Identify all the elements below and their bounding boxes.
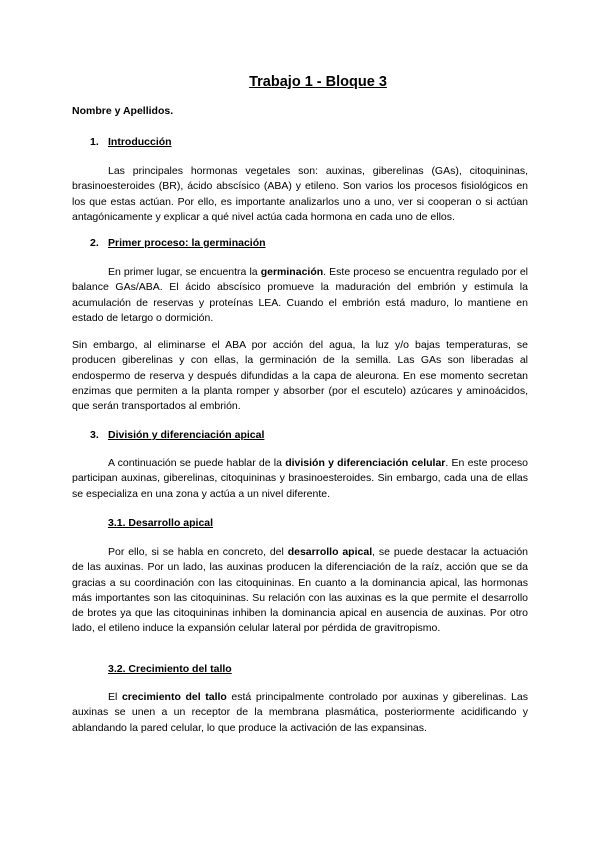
- paragraph-introduccion: Las principales hormonas vegetales son: auxinas, giberelinas (GAs), citoquininas, brasinoesteroides (BR), ácido abscísico (ABA) y etileno. Son varios los procesos fisiológicos en los que estas actúan. Por ello, es importante analizarlos uno a uno, ver si cooperan o si actúan antagónicamente y explicar a qué nivel actúa cada hormona en cada uno de ellos.: [72, 165, 528, 223]
- key-term: desarrollo apical: [287, 546, 373, 558]
- section-title: Introducción: [108, 136, 172, 148]
- key-term: crecimiento del tallo: [121, 691, 227, 703]
- subsection-heading-desarrollo-apical: 3.1. Desarrollo apical: [108, 517, 214, 529]
- key-term: germinación: [260, 266, 324, 278]
- paragraph-germinacion-1: En primer lugar, se encuentra la germinación. Este proceso se encuentra regulado por el balance GAs/ABA. El ácido abscísico promueve la maduración del embrión y estimula la acumulación de reservas y proteínas LEA. Cuando el embrión está maduro, lo mantiene en estado de letargo o dormición.: [72, 266, 528, 324]
- document-title: Trabajo 1 - Bloque 3: [249, 74, 387, 90]
- author-line: Nombre y Apellidos.: [72, 105, 174, 117]
- section-heading-division: [90, 429, 264, 441]
- paragraph-germinacion-2: Sin embargo, al eliminarse el ABA por acción del agua, la luz y/o bajas temperaturas, se producen giberelinas y con ellas, la germinación de la semilla. Las GAs son liberadas al endospermo de reserva y después difundidas a la capa de aleurona. En ese momento secretan enzimas que permiten a la planta romper y absorber (por el escutelo) azúcares y aminoácidos, que serán transportados al embrión.: [72, 339, 528, 413]
- section-title: División y diferenciación apical: [108, 429, 265, 441]
- section-number: 2.: [90, 237, 99, 249]
- section-number: 3.: [90, 429, 99, 441]
- section-heading-germinacion: [90, 237, 266, 249]
- paragraph-division: A continuación se puede hablar de la división y diferenciación celular. En este proceso participan auxinas, giberelinas, citoquininas y brasinoesteroides. Sin embargo, cada una de ellas se especializa en una zona y actúa a un nivel diferente.: [72, 457, 529, 500]
- paragraph-crecimiento-tallo: El crecimiento del tallo está principalmente controlado por auxinas y giberelinas. Las auxinas se unen a un receptor de la membrana plasmática, posteriormente acidificando y ablandando la pared celular, lo que produce la activación de las expansinas.: [72, 691, 528, 734]
- section-number: 1.: [90, 136, 99, 148]
- section-heading-introduccion: [90, 136, 172, 148]
- paragraph-desarrollo-apical: Por ello, si se habla en concreto, del desarrollo apical, se puede destacar la actuación de las auxinas. Por un lado, las auxinas producen la diferenciación de la raíz, acción que se da gracias a su coordinación con las citoquininas. En cuanto a la dominancia apical, las hormonas más importantes son las citoquininas. Su relación con las auxinas es la que permite el desarrollo de brotes ya que las citoquininas inhiben la dominancia apical en ausencia de auxinas. Por otro lado, el etileno induce la expansión celular lateral por pérdida de gravitropismo.: [72, 546, 529, 635]
- subsection-heading-crecimiento-tallo: 3.2. Crecimiento del tallo: [108, 663, 232, 675]
- key-term: división y diferenciación celular: [285, 457, 446, 469]
- section-title: Primer proceso: la germinación: [108, 237, 266, 249]
